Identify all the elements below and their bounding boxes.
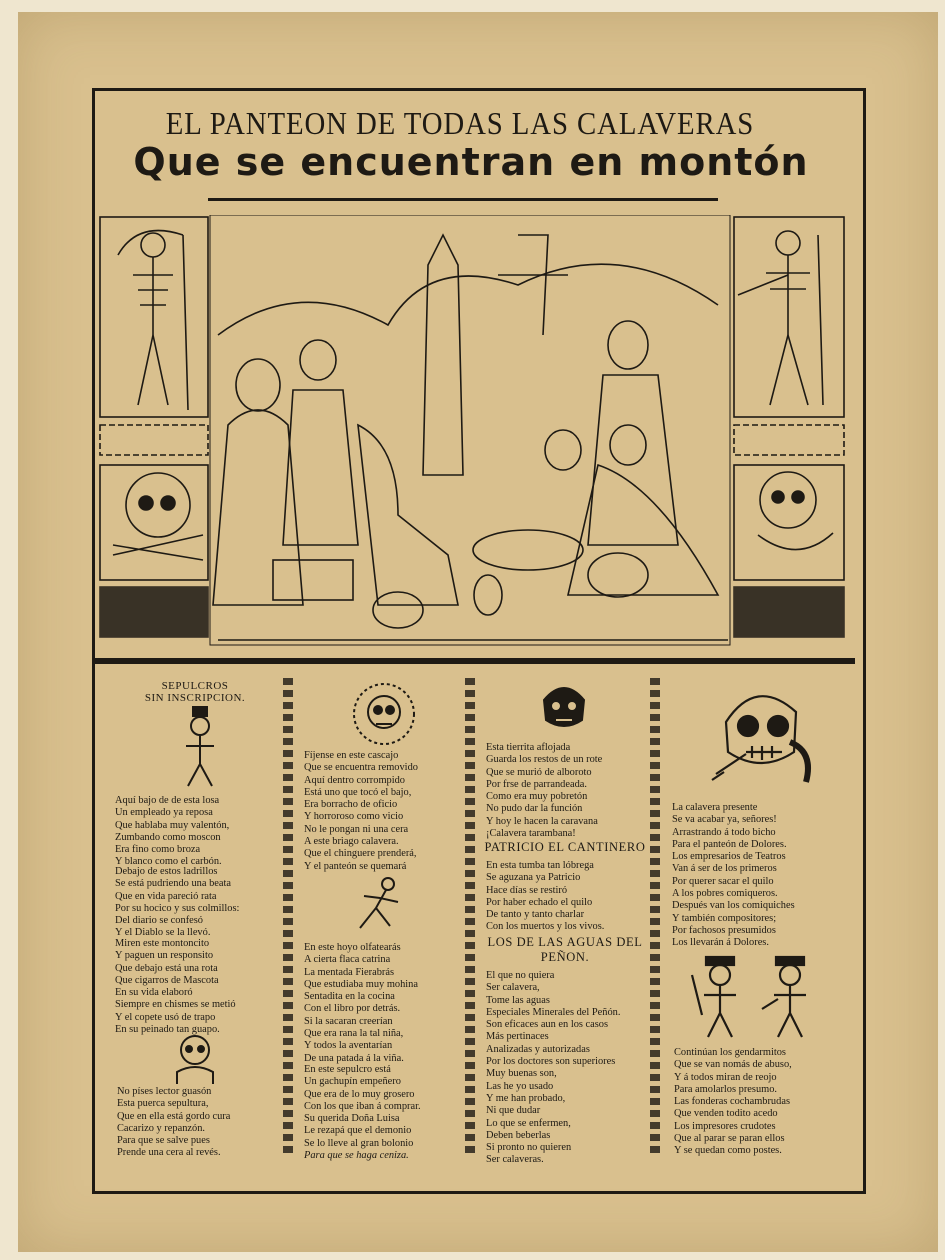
section-divider	[95, 656, 855, 664]
verse-line: Su querida Doña Luisa	[304, 1113, 400, 1125]
verse-line: Los llevarán á Dolores.	[672, 937, 769, 949]
heading-line: SIN INSCRIPCION.	[144, 692, 246, 704]
verse-line: La mentada Fierabrás	[304, 966, 395, 978]
verse-line: Las he yo usado	[486, 1080, 554, 1092]
verse-line: Cacarizo y repanzón.	[117, 1122, 205, 1134]
heading-line: LOS DE LAS AGUAS DEL	[487, 935, 643, 949]
verse-line: Que era de lo muy grosero	[304, 1088, 415, 1100]
verse-line: Por su hocico y sus colmillos:	[115, 902, 240, 914]
verse-line: Los impresores crudotes	[674, 1120, 776, 1132]
verse-line: Tome las aguas	[486, 994, 550, 1006]
verse-line: Ni que dudar	[486, 1105, 541, 1117]
verse-line: Hace días se restiró	[486, 884, 568, 896]
verse-line: Que se murió de alboroto	[486, 766, 592, 778]
verse-line: Lo que se enfermen,	[486, 1117, 571, 1129]
verse-line: Y el Diablo se la llevó.	[115, 927, 211, 939]
verse-line: Que cigarros de Mascota	[115, 974, 219, 986]
col4-stanza-2	[674, 1047, 792, 1158]
verse-line: Aquí bajo de de esta losa	[115, 795, 220, 806]
verse-line: No pudo dar la función	[486, 803, 583, 815]
verse-line: Y horroroso como vicio	[304, 811, 404, 823]
verse-line: Muy buenas son,	[486, 1068, 557, 1080]
verse-line: Era borracho de oficio	[304, 799, 398, 811]
verse-line: A cierta flaca catrina	[304, 954, 391, 966]
col3-stanza-3	[486, 970, 620, 1167]
verse-line: Van á ser de los primeros	[672, 863, 777, 875]
verse-line: Aquí dentro corrompido	[304, 774, 405, 786]
skull-icon	[172, 1032, 218, 1086]
verse-line: Con los que iban á comprar.	[304, 1100, 421, 1112]
verse-line: Continúan los gendarmitos	[674, 1047, 786, 1058]
verse-line: Y se quedan como postes.	[674, 1145, 782, 1157]
verse-line: Y blanco como el carbón.	[115, 856, 222, 868]
verse-line: Se lo lleve al gran bolonio	[304, 1137, 414, 1149]
col1-stanza-4	[117, 1086, 230, 1160]
verse-line: Que en vida pareció rata	[115, 890, 217, 902]
verse-line: Que venden todito acedo	[674, 1108, 778, 1120]
verse-line: El que no quiera	[486, 970, 555, 981]
verse-line: Que el chinguere prenderá,	[304, 848, 417, 860]
skull-icon	[352, 682, 416, 746]
verse-line: En este sepulcro está	[304, 1064, 391, 1075]
verse-line: Deben beberlas	[486, 1129, 551, 1141]
verse-line: Un gachupín empeñero	[304, 1076, 401, 1088]
cemetery-skeletons-engraving-icon	[98, 215, 848, 647]
col4-stanza-1	[672, 802, 795, 950]
verse-line: A este briago calavera.	[304, 836, 399, 848]
title-line-2: Que se encuentran en montón	[133, 140, 809, 184]
skull-icon	[706, 682, 822, 792]
skeleton-figure-icon	[350, 876, 406, 932]
verse-line: Debajo de estos ladrillos	[115, 866, 218, 877]
verse-line: Sentadita en la cocina	[304, 991, 395, 1003]
verse-line: Arrastrando á todo bicho	[672, 826, 776, 838]
verse-line: Le rezapá que el demonio	[304, 1125, 412, 1137]
heading-line: PEÑON.	[540, 950, 590, 964]
verse-line: Guarda los restos de un rote	[486, 754, 603, 766]
verse-line: De una patada á la viña.	[304, 1052, 404, 1064]
verse-line: En este hoyo olfatearás	[304, 942, 401, 953]
verse-line: Como era muy pobretón	[486, 791, 588, 803]
verse-line: Y todos la aventarían	[304, 1040, 393, 1052]
col3-heading-aguas	[480, 935, 650, 965]
verse-line: Para el panteón de Dolores.	[672, 838, 787, 850]
verse-line: Por fachosos presumidos	[672, 924, 776, 936]
verse-line: Y el panteón se quemará	[304, 860, 407, 872]
verse-line: Y también compositores;	[672, 912, 777, 924]
verse-line: Después van los comiquiches	[672, 900, 795, 912]
verse-line: Zumbando como moscon	[115, 831, 221, 843]
verse-line: Y el copete usó de trapo	[115, 1011, 216, 1023]
col2-stanza-2	[304, 942, 418, 1065]
verse-line: Ser calavera,	[486, 982, 540, 994]
verse-line: Son eficaces aun en los casos	[486, 1019, 609, 1031]
verse-line: Prende una cera al revés.	[117, 1147, 221, 1159]
verse-line: La calavera presente	[672, 802, 758, 813]
verse-line: Los empresarios de Teatros	[672, 851, 786, 863]
column-rule	[465, 678, 475, 1158]
col2-stanza-3	[304, 1064, 421, 1162]
verse-line: Y hoy le hacen la caravana	[486, 815, 598, 827]
verse-line: Si pronto no quieren	[486, 1142, 572, 1154]
column-rule	[283, 678, 293, 1158]
col3-stanza-1	[486, 742, 602, 840]
verse-line: Siempre en chismes se metió	[115, 999, 236, 1011]
verse-line: Que se encuentra removido	[304, 762, 418, 774]
verse-line: Más pertinaces	[486, 1031, 549, 1043]
verse-line: Esta puerca sepultura,	[117, 1098, 209, 1110]
verse-line: Que se van nomás de abuso,	[674, 1059, 792, 1071]
verse-line: Las fonderas cochambrudas	[674, 1096, 790, 1108]
verse-line: No le pongan ni una cera	[304, 823, 409, 835]
verse-line: Esta tierrita aflojada	[486, 742, 571, 753]
verse-line: Está uno que tocó el bajo,	[304, 786, 412, 798]
verse-line: Por frse de parrandeada.	[486, 778, 587, 790]
verse-line: Ser calaveras.	[486, 1154, 544, 1166]
verse-line: Era fino como broza	[115, 844, 201, 856]
verse-line: Se va acabar ya, señores!	[672, 814, 777, 826]
verse-line: Que debajo está una rota	[115, 962, 218, 974]
col1-stanza-3	[115, 938, 236, 1036]
verse-line: Y paguen un responsito	[115, 950, 214, 962]
verse-line: Se está pudriendo una beata	[115, 878, 231, 890]
verse-line: Por haber echado el quilo	[486, 896, 593, 908]
verse-line: Que en ella está gordo cura	[117, 1110, 231, 1122]
title-rule	[208, 198, 718, 201]
verse-line: Que estudiaba muy mohina	[304, 978, 418, 990]
verse-line: Con el libro por detrás.	[304, 1003, 401, 1015]
col1-stanza-2	[115, 866, 239, 940]
verse-line: ¡Calavera tarambana!	[486, 828, 576, 840]
verse-line-closing: Para que se haga ceniza.	[304, 1150, 409, 1162]
verse-line: Un empleado ya reposa	[115, 807, 213, 819]
heading-line: SEPULCROS	[161, 680, 229, 692]
col2-stanza-1	[304, 750, 418, 873]
verse-line: Si la sacaran creerían	[304, 1015, 393, 1027]
col3-stanza-2	[486, 860, 604, 934]
verse-line: Se aguzana ya Patricio	[486, 872, 581, 884]
verse-line: En su vida elaboró	[115, 987, 193, 999]
verse-line: Por los doctores son superiores	[486, 1056, 616, 1068]
skeleton-figure-icon	[178, 706, 222, 790]
verse-line: No píses lector guasón	[117, 1086, 212, 1097]
verse-line: Y me han probado,	[486, 1092, 566, 1104]
verse-line: Que al parar se paran ellos	[674, 1133, 785, 1145]
skull-icon	[538, 680, 590, 732]
verse-line: Para que se salve pues	[117, 1135, 210, 1147]
verse-line: Especiales Minerales del Peñón.	[486, 1006, 621, 1018]
verse-line: Analizadas y autorizadas	[486, 1043, 590, 1055]
verse-line: En su peinado tan guapo.	[115, 1024, 220, 1036]
verse-line: Que era rana la tal niña,	[304, 1028, 404, 1040]
verse-line: Para amolarlos presumo.	[674, 1083, 778, 1095]
verse-line: Que hablaba muy valentón,	[115, 819, 230, 831]
column-rule	[650, 678, 660, 1158]
verse-line: Del diario se confesó	[115, 915, 204, 927]
skeleton-gendarmes-icon	[688, 955, 822, 1041]
title-line-1: EL PANTEON DE TODAS LAS CALAVERAS	[165, 105, 755, 141]
verse-line: Fíjense en este cascajo	[304, 750, 399, 761]
verse-line: De tanto y tanto charlar	[486, 909, 585, 921]
verse-line: Y á todos miran de reojo	[674, 1071, 777, 1083]
verse-line: En esta tumba tan lóbrega	[486, 860, 594, 871]
col1-heading	[115, 680, 275, 704]
verse-line: Miren este montoncito	[115, 938, 210, 949]
col1-stanza-1	[115, 795, 229, 869]
verse-line: Por querer sacar el quilo	[672, 875, 774, 887]
col3-heading-patricio: PATRICIO EL CANTINERO	[484, 840, 646, 854]
verse-line: Con los muertos y los vivos.	[486, 921, 605, 933]
verse-line: A los pobres comiqueros.	[672, 888, 778, 900]
